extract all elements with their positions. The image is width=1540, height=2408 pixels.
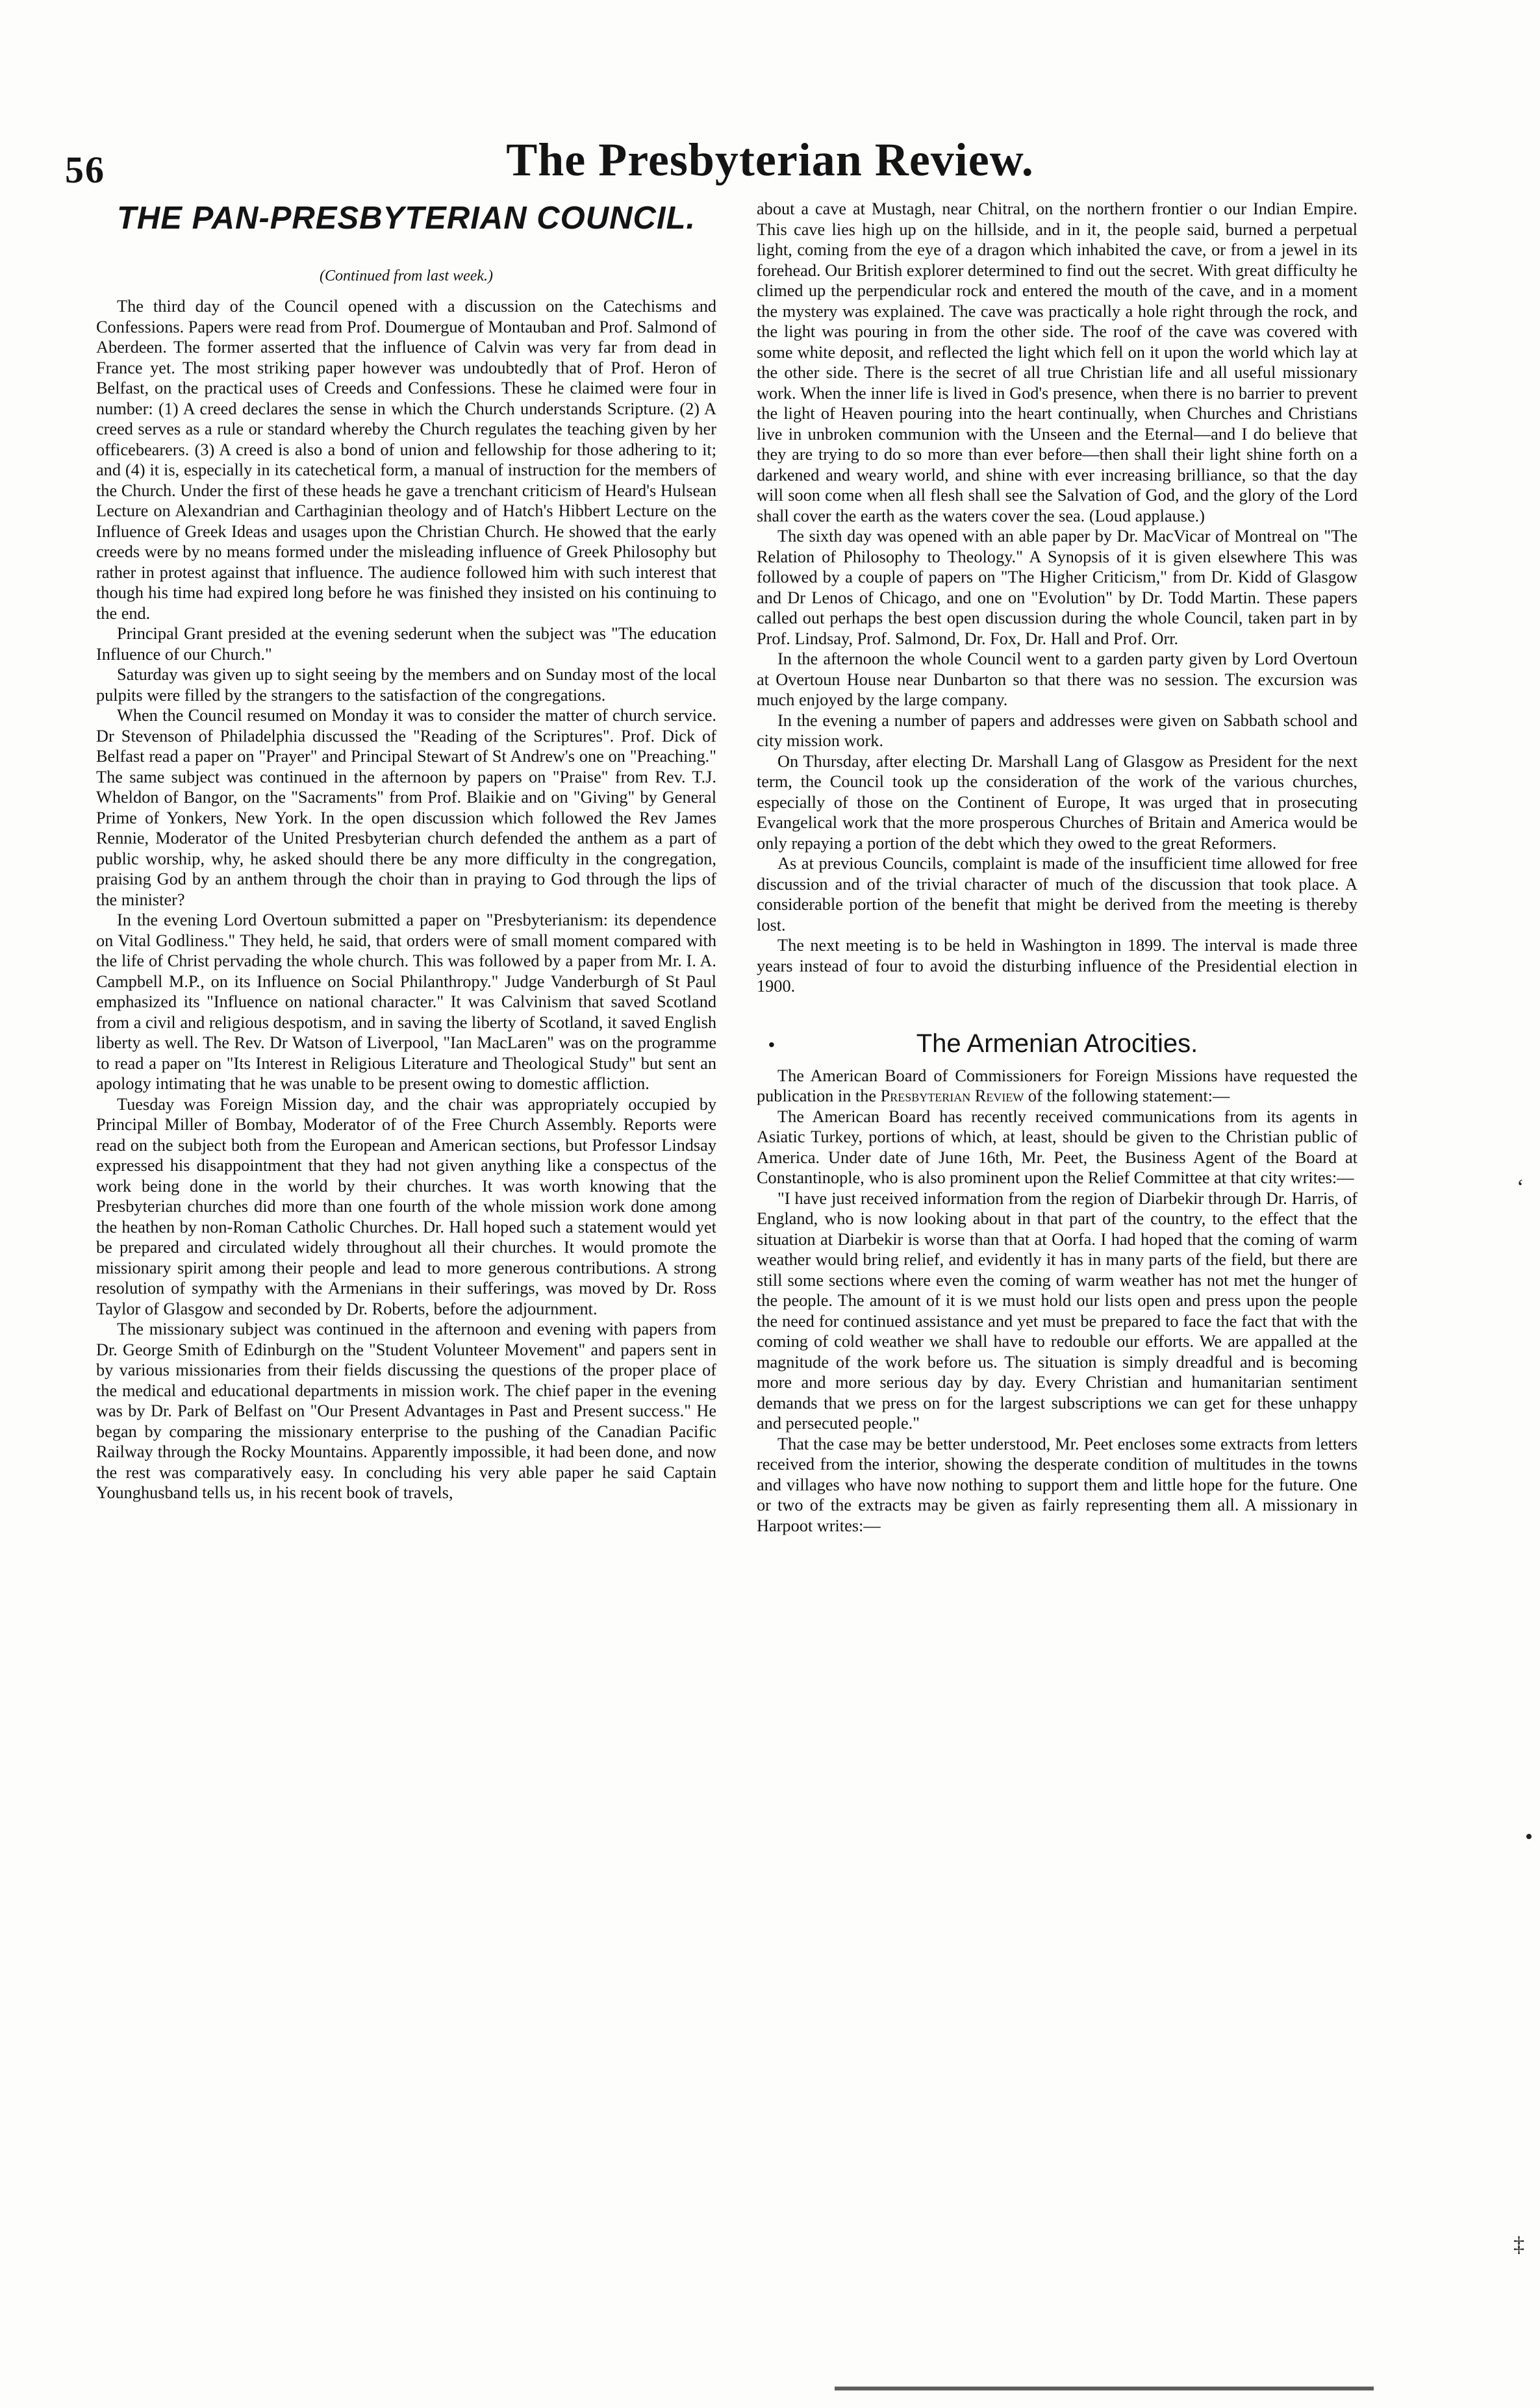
- article-paragraph: about a cave at Mustagh, near Chitral, on the northern frontier o our Indian Empire. This cave lies high up on the hillside, and in it, the people said, burned a perpetual light, coming from the eye of a dragon which inhabited the cave, or from a jewel in its forehead. Our British explorer determined to find out the secret. With great difficulty he climed up the perpendicular rock and entered the mouth of the cave, and in a moment the mystery was explained. The cave was practically a hole right through the rock, and the light was pouring in from the other side. The roof of the cave was covered with some white deposit, and reflected the light which fell on it upon the world which lay at the other side. There is the secret of all true Christian life and all useful missionary work. When the inner life is lived in God's presence, when there is no barrier to prevent the light of Heaven pouring into the heart continually, when Churches and Christians live in unbroken communion with the Unseen and the Eternal—and I do believe that they are trying to do so more than ever before—then shall their light shine forth on a darkened and weary world, and shine with ever increasing brilliance, so that the day will soon come when all flesh shall see the Salvation of God, and the glory of the Lord shall cover the earth as the waters cover the sea. (Loud applause.): [757, 199, 1357, 525]
- article-paragraph: In the afternoon the whole Council went to a garden party given by Lord Overtoun at Overtoun House near Dunbarton so that there was no session. The excursion was much enjoyed by the large company.: [757, 649, 1357, 709]
- review-name: Presbyterian Review: [880, 1086, 1024, 1105]
- margin-mark: ‘: [1517, 1175, 1524, 1199]
- article-paragraph: The American Board has recently received communications from its agents in Asiatic Turkey, portions of which, at least, should be given to the Christian public of America. Under date of June 16th, Mr. Peet, the Business Agent of the Board at Constantinople, who is also prominent upon the Relief Committee at that city writes:—: [757, 1107, 1357, 1187]
- bottom-rule: [835, 2387, 1374, 2390]
- article-paragraph: The next meeting is to be held in Washington in 1899. The interval is made three years instead of four to avoid the disturbing influence of the Presidential election in 1900.: [757, 936, 1357, 996]
- article-paragraph: Saturday was given up to sight seeing by the members and on Sunday most of the local pulpits were filled by the strangers to the satisfaction of the congregations.: [96, 665, 716, 705]
- article-paragraph: The third day of the Council opened with a discussion on the Catechisms and Confessions. Papers were read from Prof. Doumergue of Montauban and Prof. Salmond of Aberdeen. The former asserted that the influence of Calvin was very far from dead in France yet. The most striking paper however was undoubtedly that of Prof. Heron of Belfast, on the practical uses of Creeds and Confessions. These he claimed were four in number: (1) A creed declares the sense in which the Church understands Scripture. (2) A creed serves as a rule or standard whereby the Church regulates the teaching given by her officebearers. (3) A creed is also a bond of union and fellowship for those adhering to it; and (4) it is, especially in its catechetical form, a manual of instruction for the members of the Church. Under the first of these heads he gave a trenchant criticism of Heard's Hulsean Lecture on Alexandrian and Carthaginian theology and of Hatch's Hibbert Lecture on the Influence of Greek Ideas and usages upon the Christian Church. He showed that the early creeds were by no means formed under the misleading influence of Greek Philosophy but rather in protest against that influence. The audience followed him with such interest that though his time had expired long before he was finished they insisted on his continuing to the end.: [96, 297, 716, 623]
- article-paragraph: That the case may be better understood, Mr. Peet encloses some extracts from letters received from the interior, showing the desperate condition of multitudes in the towns and villages who have now nothing to support them and little hope for the future. One or two of the extracts may be given as fairly representing them all. A missionary in Harpoot writes:—: [757, 1434, 1357, 1535]
- article-paragraph: Principal Grant presided at the evening sederunt when the subject was "The education Influence of our Church.": [96, 624, 716, 664]
- article-title: THE PAN-PRESBYTERIAN COUNCIL.: [116, 201, 696, 236]
- article-paragraph: [757, 1066, 1357, 1107]
- article-paragraph: On Thursday, after electing Dr. Marshall Lang of Glasgow as President for the next term, the Council took up the consideration of the work of the various churches, especially of those on the Continent of Europe, It was urged that in prosecuting Evangelical work that the more prosperous Churches of Britain and America would be only repaying a portion of the debt which they owed to the great Reformers.: [757, 751, 1357, 853]
- intro-text: The American Board of Commissioners for Foreign Missions have requested the publication in the: [757, 1066, 1357, 1105]
- article-paragraph: "I have just received information from the region of Diarbekir through Dr. Harris, of England, who is now looking about in that part of the country, to the effect that the situation at Diarbekir is worse than that at Oorfa. I had hoped that the coming of warm weather would bring relief, and evidently it has in many parts of the field, but there are still some sections where even the coming of warm weather has not met the hunger of the people. The amount of it is we must hold our lists open and press upon the people the need for continued assistance and yet must be prepared to face the fact that with the coming of cold weather we shall have to redouble our efforts. We are appalled at the magnitude of the work before us. The situation is simply dreadful and is becoming more and more serious day by day. Every Christian and humanitarian sentiment demands that we press on for the largest subscriptions we can get for these unhappy and persecuted people.": [757, 1188, 1357, 1433]
- publication-title: The Presbyterian Review.: [506, 134, 1034, 186]
- right-column: [757, 199, 1357, 1536]
- article-paragraph: The missionary subject was continued in the afternoon and evening with papers from Dr. George Smith of Edinburgh on the "Student Volunteer Movement" and papers sent in by various missionaries from their fields discussing the questions of the proper place of the medical and educational departments in mission work. The chief paper in the evening was by Dr. Park of Belfast on "Our Present Advantages in Past and Present success." He began by comparing the missionary enterprise to the pushing of the Canadian Pacific Railway through the Rocky Mountains. Apparently impossible, it had been done, and now the rest was comparatively easy. In concluding his very able paper he said Captain Younghusband tells us, in his recent book of travels,: [96, 1320, 716, 1502]
- page-number: 56: [65, 149, 105, 191]
- section-title: [757, 1028, 1357, 1059]
- article-paragraph: As at previous Councils, complaint is made of the insufficient time allowed for free discussion and of the trivial character of much of the discussion that took place. A considerable portion of the benefit that might be derived from the meeting is thereby lost.: [757, 854, 1357, 934]
- section-title-text: The Armenian Atrocities.: [916, 1029, 1198, 1058]
- continued-note: (Continued from last week.): [319, 268, 494, 284]
- article-paragraph: The sixth day was opened with an able paper by Dr. MacVicar of Montreal on "The Relation of Philosophy to Theology." A Synopsis of it is given elsewhere This was followed by a couple of papers on "The Higher Criticism," from Dr. Kidd of Glasgow and Dr Lenos of Chicago, and one on "Evolution" by Dr. Todd Martin. These papers called out perhaps the best open discussion during the whole Council, taken part in by Prof. Lindsay, Prof. Salmond, Dr. Fox, Dr. Hall and Prof. Orr.: [757, 527, 1357, 648]
- bullet-mark: •: [768, 1034, 775, 1055]
- article-paragraph: Tuesday was Foreign Mission day, and the chair was appropriately occupied by Principal Miller of Bombay, Moderator of of the Free Church Assembly. Reports were read on the subject both from the European and American sections, but Professor Lindsay expressed his disappointment that they had not given anything like a conspectus of the work being done in the world by their churches. It was worth knowing that the Presbyterian churches did more than one fourth of the whole mission work done among the heathen by non-Roman Catholic Churches. Dr. Hall hoped such a statement would yet be prepared and circulated widely throughout all their churches. It would promote the missionary spirit among their people and lead to more generous contributions. A strong resolution of sympathy with the Armenians in their sufferings, was moved by Dr. Ross Taylor of Glasgow and seconded by Dr. Roberts, before the adjournment.: [96, 1094, 716, 1318]
- article-paragraph: In the evening Lord Overtoun submitted a paper on "Presbyterianism: its dependence on Vital Godliness." They held, he said, that orders were of small moment compared with the life of Christ pervading the whole church. This was followed by a paper from Mr. I. A. Campbell M.P., on its Influence on Social Philanthropy." Judge Vanderburgh of St Paul emphasized its "Influence on national character." It was Calvinism that saved Scotland from a civil and religious despotism, and in saving the liberty of Scotland, it saved English liberty as well. The Rev. Dr Watson of Liverpool, "Ian MacLaren" was on the programme to read a paper on "Its Interest in Religious Literature and Theological Study" but sent an apology intimating that he was unable to be present owing to domestic affliction.: [96, 910, 716, 1093]
- article-paragraph: In the evening a number of papers and addresses were given on Sabbath school and city mission work.: [757, 710, 1357, 750]
- margin-mark: •: [1525, 1825, 1533, 1849]
- article-paragraph: When the Council resumed on Monday it was to consider the matter of church service. Dr Stevenson of Philadelphia discussed the "Reading of the Scriptures". Prof. Dick of Belfast read a paper on "Prayer" and Principal Stewart of St Andrew's one on "Preaching." The same subject was continued in the afternoon by papers on "Praise" from Rev. T.J. Wheldon of Bangor, on the "Sacraments" from Prof. Blaikie and on "Giving" by General Prime of Yonkers, New York. In the open discussion which followed the Rev James Rennie, Moderator of the United Presbyterian church defended the anthem as a part of public worship, why, he asked should there be any more difficulty in the congregation, praising God by an anthem through the choir than in praying to God through the lips of the minister?: [96, 706, 716, 909]
- intro-text: of the following statement:—: [1024, 1086, 1230, 1105]
- left-column: [96, 199, 716, 1503]
- margin-mark: ‡: [1513, 2233, 1524, 2257]
